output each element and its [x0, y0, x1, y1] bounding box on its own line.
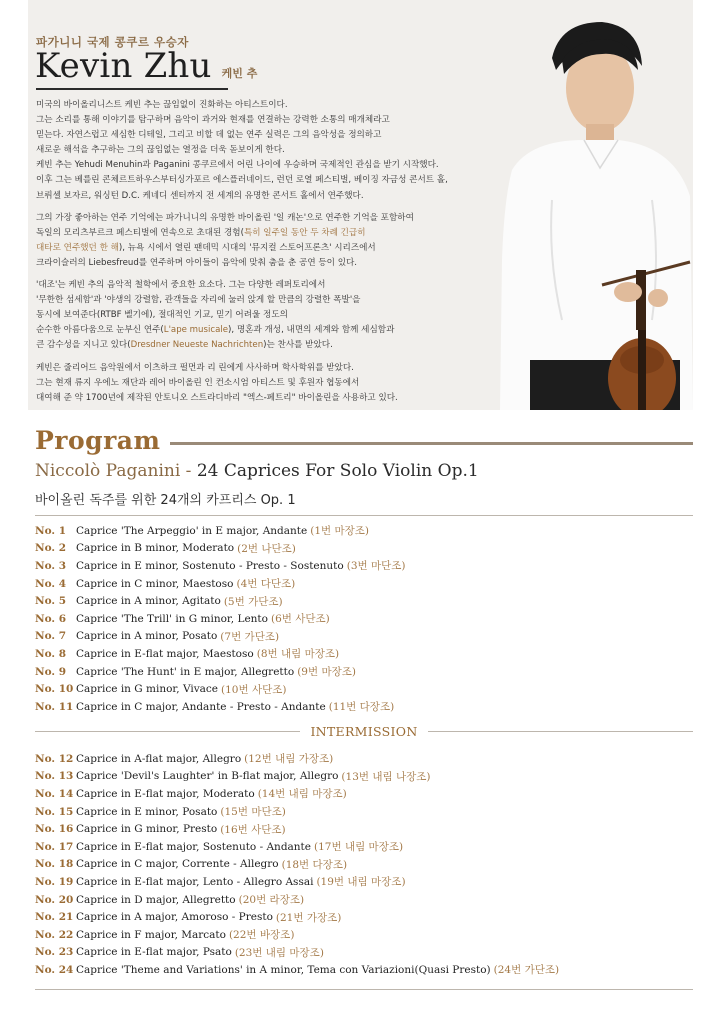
- caprice-key-ko: (1번 마장조): [310, 525, 370, 538]
- intermission-label: INTERMISSION: [310, 724, 418, 739]
- bio-paragraph-1: 미국의 바이올리니스트 케빈 추는 끊임없이 진화하는 아티스트이다. 그는 소리를 통해 이야기를 탐구하며 음악이 과거와 현재를 연결하는 강력한 소통의 매개체라고 믿는다. 자연스럽고 세심한 디테일, 그리고 비할 데 없는 연주 실력은 그의 음악성을 정의하고 새로운 해석을 추구하는 그의 끊임없는 열정을 더욱 돋보이게 한다. 케빈 추는 Yehudi Menuhin과 Paganini 콩쿠르에서 어린 나이에 우승하며 국제적인 관심을 받기 시작했다. 이후 그는 베를린 콘체르트하우스부터싱가포르 에스플러네이드, 런던 로열 페스티벌, 베이징 자금성 콘서트 홀, 브뤼셀 보자르, 워싱턴 D.C. 케네디 센터까지 전 세계의 유명한 콘서트 홀에서 연주했다.: [36, 100, 448, 201]
- program-item: [35, 908, 695, 926]
- caprice-key-ko: (5번 가단조): [223, 595, 283, 608]
- caprice-title: Caprice in F major, Marcato: [76, 928, 226, 941]
- caprice-title: Caprice in B minor, Moderato: [76, 542, 235, 555]
- caprice-key-ko: (8번 내림 마장조): [256, 648, 340, 661]
- program-item: [35, 698, 695, 716]
- caprice-key-ko: (20번 라장조): [238, 894, 305, 907]
- caprice-key-ko: (13번 내림 나장조): [341, 770, 431, 783]
- artist-name-en: Kevin Zhu: [35, 46, 212, 86]
- caprice-title: Caprice in C major, Andante - Presto - Andante: [76, 700, 326, 713]
- caprice-title: Caprice in G minor, Vivace: [76, 683, 218, 696]
- caprice-title: Caprice in C minor, Maestoso: [76, 577, 234, 590]
- program-item: [35, 768, 695, 786]
- caprice-list-part-2: [35, 750, 695, 979]
- program-item: [35, 944, 695, 962]
- caprice-number: No. 8: [35, 647, 67, 660]
- award-caption: 파가니니 국제 콩쿠르 우승자: [36, 35, 189, 49]
- caprice-key-ko: (18번 다장조): [281, 858, 348, 871]
- caprice-number: No. 17: [35, 840, 74, 853]
- bio-paragraph-2: 그의 가장 좋아하는 연주 기억에는 파가니니의 유명한 바이올린 '일 캐논'으로 연주한 기억을 포함하여 독일의 모리츠부르크 페스티벌에 연속으로 초대된 경험(특히 일주일 동안 두 차례 긴급히 대타로 연주했던 한 해), 뉴욕 시에서 열린 팬데믹 시대의 '뮤지컬 스토어프론츠' 시리즈에서 크라이슬러의 Liebesfreud를 연주하며 아이들이 음악에 맞춰 춤을 춘 공연 등이 있다.: [36, 212, 414, 268]
- program-heading: [35, 422, 693, 458]
- caprice-number: No. 11: [35, 700, 74, 713]
- caprice-number: No. 20: [35, 893, 74, 906]
- bio-text: [36, 98, 506, 410]
- caprice-key-ko: (4번 다단조): [236, 578, 296, 591]
- caprice-title: Caprice 'The Arpeggio' in E major, Andante: [76, 524, 308, 537]
- caprice-number: No. 12: [35, 752, 74, 765]
- caprice-number: No. 6: [35, 612, 67, 625]
- caprice-key-ko: (11번 다장조): [328, 701, 395, 714]
- program-item: [35, 557, 695, 575]
- caprice-title: Caprice in E-flat major, Lento - Allegro Assai: [76, 875, 314, 888]
- program-item: [35, 926, 695, 944]
- divider: [35, 731, 300, 732]
- caprice-number: No. 7: [35, 630, 67, 643]
- caprice-key-ko: (10번 사단조): [221, 683, 287, 696]
- program-item: [35, 575, 695, 593]
- program-subtitle-ko: 바이올린 독주를 위한 24개의 카프리스 Op. 1: [35, 493, 296, 508]
- caprice-title: Caprice in E minor, Posato: [76, 805, 218, 818]
- caprice-title: Caprice 'The Trill' in G minor, Lento: [76, 612, 268, 625]
- caprice-number: No. 22: [35, 928, 74, 941]
- caprice-title: Caprice in A-flat major, Allegro: [76, 752, 242, 765]
- caprice-key-ko: (15번 마단조): [220, 806, 286, 819]
- bio-paragraph-3: '대조'는 케빈 추의 음악적 철학에서 중요한 요소다. 그는 다양한 레퍼토리에서 '무한한 섬세함'과 '야생의 강렬함, 관객들을 자리에 눌러 앉게 할 만큼의 강렬한 폭발'을 동시에 보여준다(RTBF 벨기에), 절대적인 기교, 믿기 어려울 정도의 순수한 아름다움으로 눈부신 연주(L'ape musicale), 명혼과 개성, 내면의 세계와 함께 세심함과 큰 감수성을 지니고 있다(Dresdner Neueste Nachrichten)는 찬사를 받았다.: [36, 280, 395, 351]
- program-title: Program: [35, 425, 161, 455]
- caprice-title: Caprice in E-flat major, Sostenuto - Andante: [76, 840, 311, 853]
- program-item: [35, 592, 695, 610]
- program-title-rule: [170, 442, 693, 445]
- caprice-key-ko: (24번 가단조): [493, 964, 560, 977]
- program-item: [35, 891, 695, 909]
- program-item: [35, 838, 695, 856]
- caprice-key-ko: (7번 가단조): [220, 630, 280, 643]
- program-item: [35, 820, 695, 838]
- caprice-number: No. 21: [35, 911, 74, 924]
- caprice-key-ko: (6번 사단조): [270, 613, 330, 626]
- program-item: [35, 856, 695, 874]
- intermission-divider: [35, 724, 693, 739]
- artist-name-row: [35, 46, 257, 86]
- caprice-number: No. 16: [35, 823, 74, 836]
- program-item: [35, 961, 695, 979]
- caprice-key-ko: (22번 바장조): [228, 929, 295, 942]
- caprice-key-ko: (19번 내림 마장조): [316, 876, 406, 889]
- program-item: [35, 522, 695, 540]
- caprice-number: No. 1: [35, 524, 67, 537]
- caprice-title: Caprice in A minor, Agitato: [76, 595, 221, 608]
- caprice-number: No. 24: [35, 963, 74, 976]
- program-item: [35, 803, 695, 821]
- name-underline: [36, 88, 228, 90]
- caprice-key-ko: (3번 마단조): [346, 560, 406, 573]
- divider: [428, 731, 693, 732]
- caprice-title: Caprice in G minor, Presto: [76, 823, 218, 836]
- caprice-title: Caprice in A minor, Posato: [76, 630, 218, 643]
- caprice-title: Caprice 'The Hunt' in E major, Allegretto: [76, 665, 295, 678]
- caprice-key-ko: (17번 내림 마장조): [314, 841, 404, 854]
- caprice-key-ko: (2번 나단조): [237, 542, 296, 555]
- caprice-number: No. 3: [35, 559, 67, 572]
- caprice-number: No. 15: [35, 805, 74, 818]
- caprice-title: Caprice in E minor, Sostenuto - Presto - Sostenuto: [76, 559, 344, 572]
- work-name: 24 Caprices For Solo Violin Op.1: [196, 461, 479, 481]
- divider: [35, 989, 693, 990]
- caprice-number: No. 13: [35, 770, 74, 783]
- caprice-number: No. 14: [35, 787, 74, 800]
- caprice-number: No. 9: [35, 665, 67, 678]
- caprice-number: No. 5: [35, 595, 67, 608]
- caprice-title: Caprice 'Devil's Laughter' in B-flat major, Allegro: [76, 770, 339, 783]
- divider: [35, 515, 693, 516]
- caprice-title: Caprice in A major, Amoroso - Presto: [76, 911, 273, 924]
- caprice-title: Caprice in E-flat major, Moderato: [76, 787, 255, 800]
- program-item: [35, 540, 695, 558]
- program-item: [35, 680, 695, 698]
- program-item: [35, 873, 695, 891]
- caprice-title: Caprice 'Theme and Variations' in A minor, Tema con Variazioni(Quasi Presto): [76, 963, 491, 976]
- caprice-key-ko: (16번 사단조): [220, 823, 286, 836]
- caprice-title: Caprice in D major, Allegretto: [76, 893, 236, 906]
- artist-name-ko: 케빈 추: [221, 67, 258, 80]
- program-item: [35, 785, 695, 803]
- caprice-list-part-1: [35, 522, 695, 716]
- caprice-key-ko: (12번 내림 가장조): [244, 753, 334, 766]
- program-item: [35, 628, 695, 646]
- caprice-title: Caprice in E-flat major, Maestoso: [76, 647, 254, 660]
- program-item: [35, 750, 695, 768]
- caprice-number: No. 2: [35, 542, 67, 555]
- program-item: [35, 645, 695, 663]
- caprice-key-ko: (9번 마장조): [297, 666, 356, 679]
- program-item: [35, 663, 695, 681]
- program-work-title: [35, 461, 479, 481]
- caprice-number: No. 10: [35, 683, 74, 696]
- caprice-number: No. 23: [35, 946, 74, 959]
- caprice-number: No. 4: [35, 577, 67, 590]
- caprice-key-ko: (14번 내림 마장조): [257, 788, 347, 801]
- caprice-key-ko: (21번 가장조): [275, 911, 342, 924]
- caprice-number: No. 19: [35, 875, 74, 888]
- caprice-number: No. 18: [35, 858, 74, 871]
- artist-portrait-image: [452, 0, 693, 410]
- caprice-title: Caprice in E-flat major, Psato: [76, 946, 232, 959]
- caprice-title: Caprice in C major, Corrente - Allegro: [76, 858, 279, 871]
- artist-bio-section: [28, 0, 693, 410]
- program-item: [35, 610, 695, 628]
- bio-paragraph-4: 케빈은 줄리어드 음악원에서 이츠하크 펄먼과 리 린에게 사사하며 학사학위를 받았다. 그는 현재 류지 우에노 재단과 레어 바이올린 인 컨소시엄 아티스트 및 후원자 협동에서 대여해 준 약 1700년에 제작된 안토니오 스트라디바리 "엑스-페트리" 바이올린을 사용하고 있다.: [36, 362, 398, 403]
- composer-name: Niccolò Paganini -: [35, 461, 197, 481]
- caprice-key-ko: (23번 내림 마장조): [234, 946, 324, 959]
